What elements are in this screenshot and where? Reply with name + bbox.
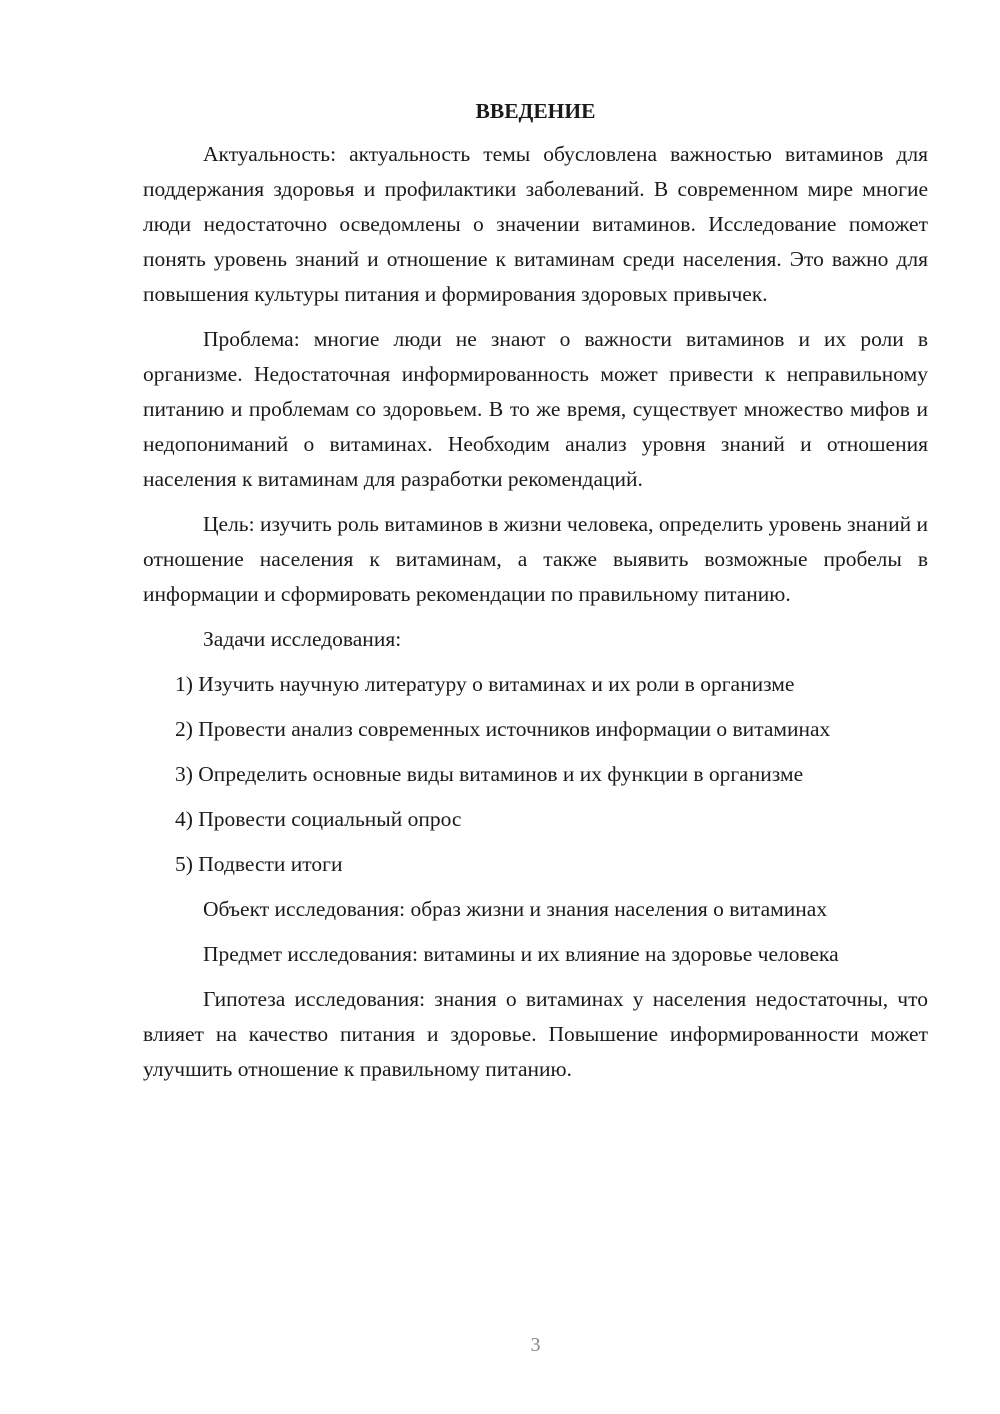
tasks-heading: Задачи исследования: [203, 627, 402, 651]
task-item-2: 2) Провести анализ современных источников информации о витаминах [175, 717, 831, 741]
paragraph-relevance: Актуальность: актуальность темы обусловлена важностью витаминов для поддержания здоровья и профилактики заболеваний. В современном мире многие люди недостаточно осведомлены о значении витаминов. Исследование поможет понять уровень знаний и отношение к витаминам среди населения. Это важно для повышения культуры питания и формирования здоровых привычек. [143, 142, 928, 306]
paragraph-subject: Предмет исследования: витамины и их влияние на здоровье человека [203, 942, 839, 966]
paragraph-hypothesis: Гипотеза исследования: знания о витаминах у населения недостаточны, что влияет на качество питания и здоровье. Повышение информированности может улучшить отношение к правильному питанию. [143, 987, 928, 1081]
task-item-3: 3) Определить основные виды витаминов и их функции в организме [175, 762, 804, 786]
section-title: ВВЕДЕНИЕ [475, 99, 596, 123]
paragraph-goal: Цель: изучить роль витаминов в жизни человека, определить уровень знаний и отношение населения к витаминам, а также выявить возможные пробелы в информации и сформировать рекомендации по правильному питанию. [143, 512, 928, 606]
paragraph-problem: Проблема: многие люди не знают о важности витаминов и их роли в организме. Недостаточная информированность может привести к неправильному питанию и проблемам со здоровьем. В то же время, существует множество мифов и недопониманий о витаминах. Необходим анализ уровня знаний и отношения населения к витаминам для разработки рекомендаций. [143, 327, 928, 491]
task-item-4: 4) Провести социальный опрос [175, 807, 462, 831]
task-item-1: 1) Изучить научную литературу о витаминах и их роли в организме [175, 672, 795, 696]
page-number: 3 [530, 1334, 541, 1356]
document-page [143, 95, 928, 1097]
paragraph-object: Объект исследования: образ жизни и знания населения о витаминах [203, 897, 828, 921]
task-item-5: 5) Подвести итоги [175, 852, 343, 876]
